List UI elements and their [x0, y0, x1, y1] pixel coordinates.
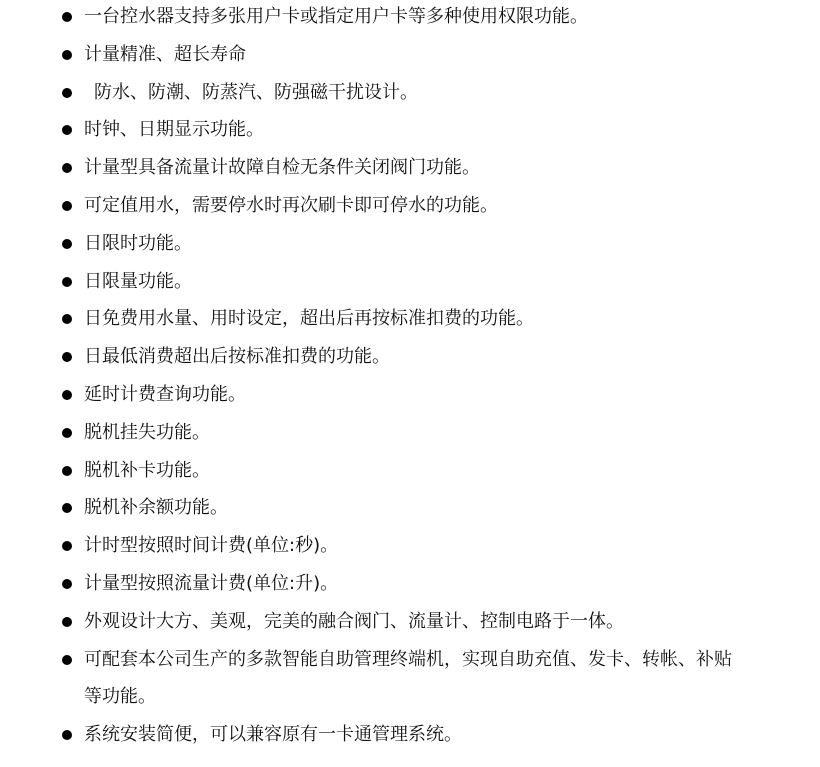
bullet-icon: [62, 314, 72, 324]
feature-item: [0, 489, 820, 527]
feature-text: 日免费用水量、用时设定，超出后再按标准扣费的功能。: [84, 308, 534, 330]
bullet-icon: [62, 201, 72, 211]
bullet-icon: [62, 579, 72, 589]
bullet-icon: [62, 163, 72, 173]
feature-text: 可定值用水，需要停水时再次刷卡即可停水的功能。: [84, 194, 498, 216]
bullet-icon: [62, 541, 72, 551]
feature-item: [0, 36, 820, 74]
feature-text: 防水、防潮、防蒸汽、防强磁干扰设计。: [94, 81, 418, 103]
feature-item: [0, 338, 820, 376]
feature-text: 日限时功能。: [84, 232, 192, 254]
feature-text: 计时型按照时间计费(单位:秒)。: [84, 535, 339, 557]
feature-item: [0, 300, 820, 338]
bullet-icon: [62, 239, 72, 249]
feature-text: 计量型按照流量计费(单位:升)。: [84, 572, 339, 594]
feature-item: [0, 74, 820, 112]
bullet-icon: [62, 730, 72, 740]
feature-item: [0, 641, 744, 717]
bullet-icon: [62, 50, 72, 60]
bullet-icon: [62, 352, 72, 362]
feature-text: 系统安装简便，可以兼容原有一卡通管理系统。: [84, 724, 462, 746]
feature-text: 时钟、日期显示功能。: [84, 119, 264, 141]
feature-item: [0, 225, 820, 263]
feature-item: [0, 111, 820, 149]
feature-item: [0, 187, 820, 225]
feature-item: [0, 565, 820, 603]
feature-text: 脱机补余额功能。: [84, 497, 228, 519]
feature-text: 脱机挂失功能。: [84, 421, 210, 443]
bullet-icon: [62, 466, 72, 476]
feature-text: 脱机补卡功能。: [84, 459, 210, 481]
feature-item: [0, 263, 820, 301]
bullet-icon: [62, 655, 72, 665]
bullet-icon: [62, 617, 72, 627]
feature-text: 日限量功能。: [84, 270, 192, 292]
feature-item: [0, 149, 820, 187]
feature-item: [0, 603, 820, 641]
feature-text: 延时计费查询功能。: [84, 383, 246, 405]
feature-item: [0, 716, 820, 754]
bullet-icon: [62, 428, 72, 438]
feature-text: 计量型具备流量计故障自检无条件关闭阀门功能。: [84, 157, 480, 179]
bullet-icon: [62, 277, 72, 287]
feature-item: [0, 527, 820, 565]
feature-text: 日最低消费超出后按标准扣费的功能。: [84, 346, 390, 368]
bullet-icon: [62, 390, 72, 400]
bullet-icon: [62, 88, 72, 98]
bullet-icon: [62, 503, 72, 513]
bullet-icon: [62, 12, 72, 22]
feature-text: 一台控水器支持多张用户卡或指定用户卡等多种使用权限功能。: [84, 6, 588, 27]
feature-item: [0, 414, 820, 452]
feature-text: 可配套本公司生产的多款智能自助管理终端机，实现自助充值、发卡、转帐、补贴等功能。: [84, 648, 732, 708]
feature-text: 外观设计大方、美观，完美的融合阀门、流量计、控制电路于一体。: [84, 610, 624, 632]
bullet-icon: [62, 125, 72, 135]
feature-item: [0, 452, 820, 490]
feature-text: 计量精准、超长寿命: [84, 43, 246, 65]
feature-item: [0, 376, 820, 414]
feature-item: [0, 0, 820, 36]
